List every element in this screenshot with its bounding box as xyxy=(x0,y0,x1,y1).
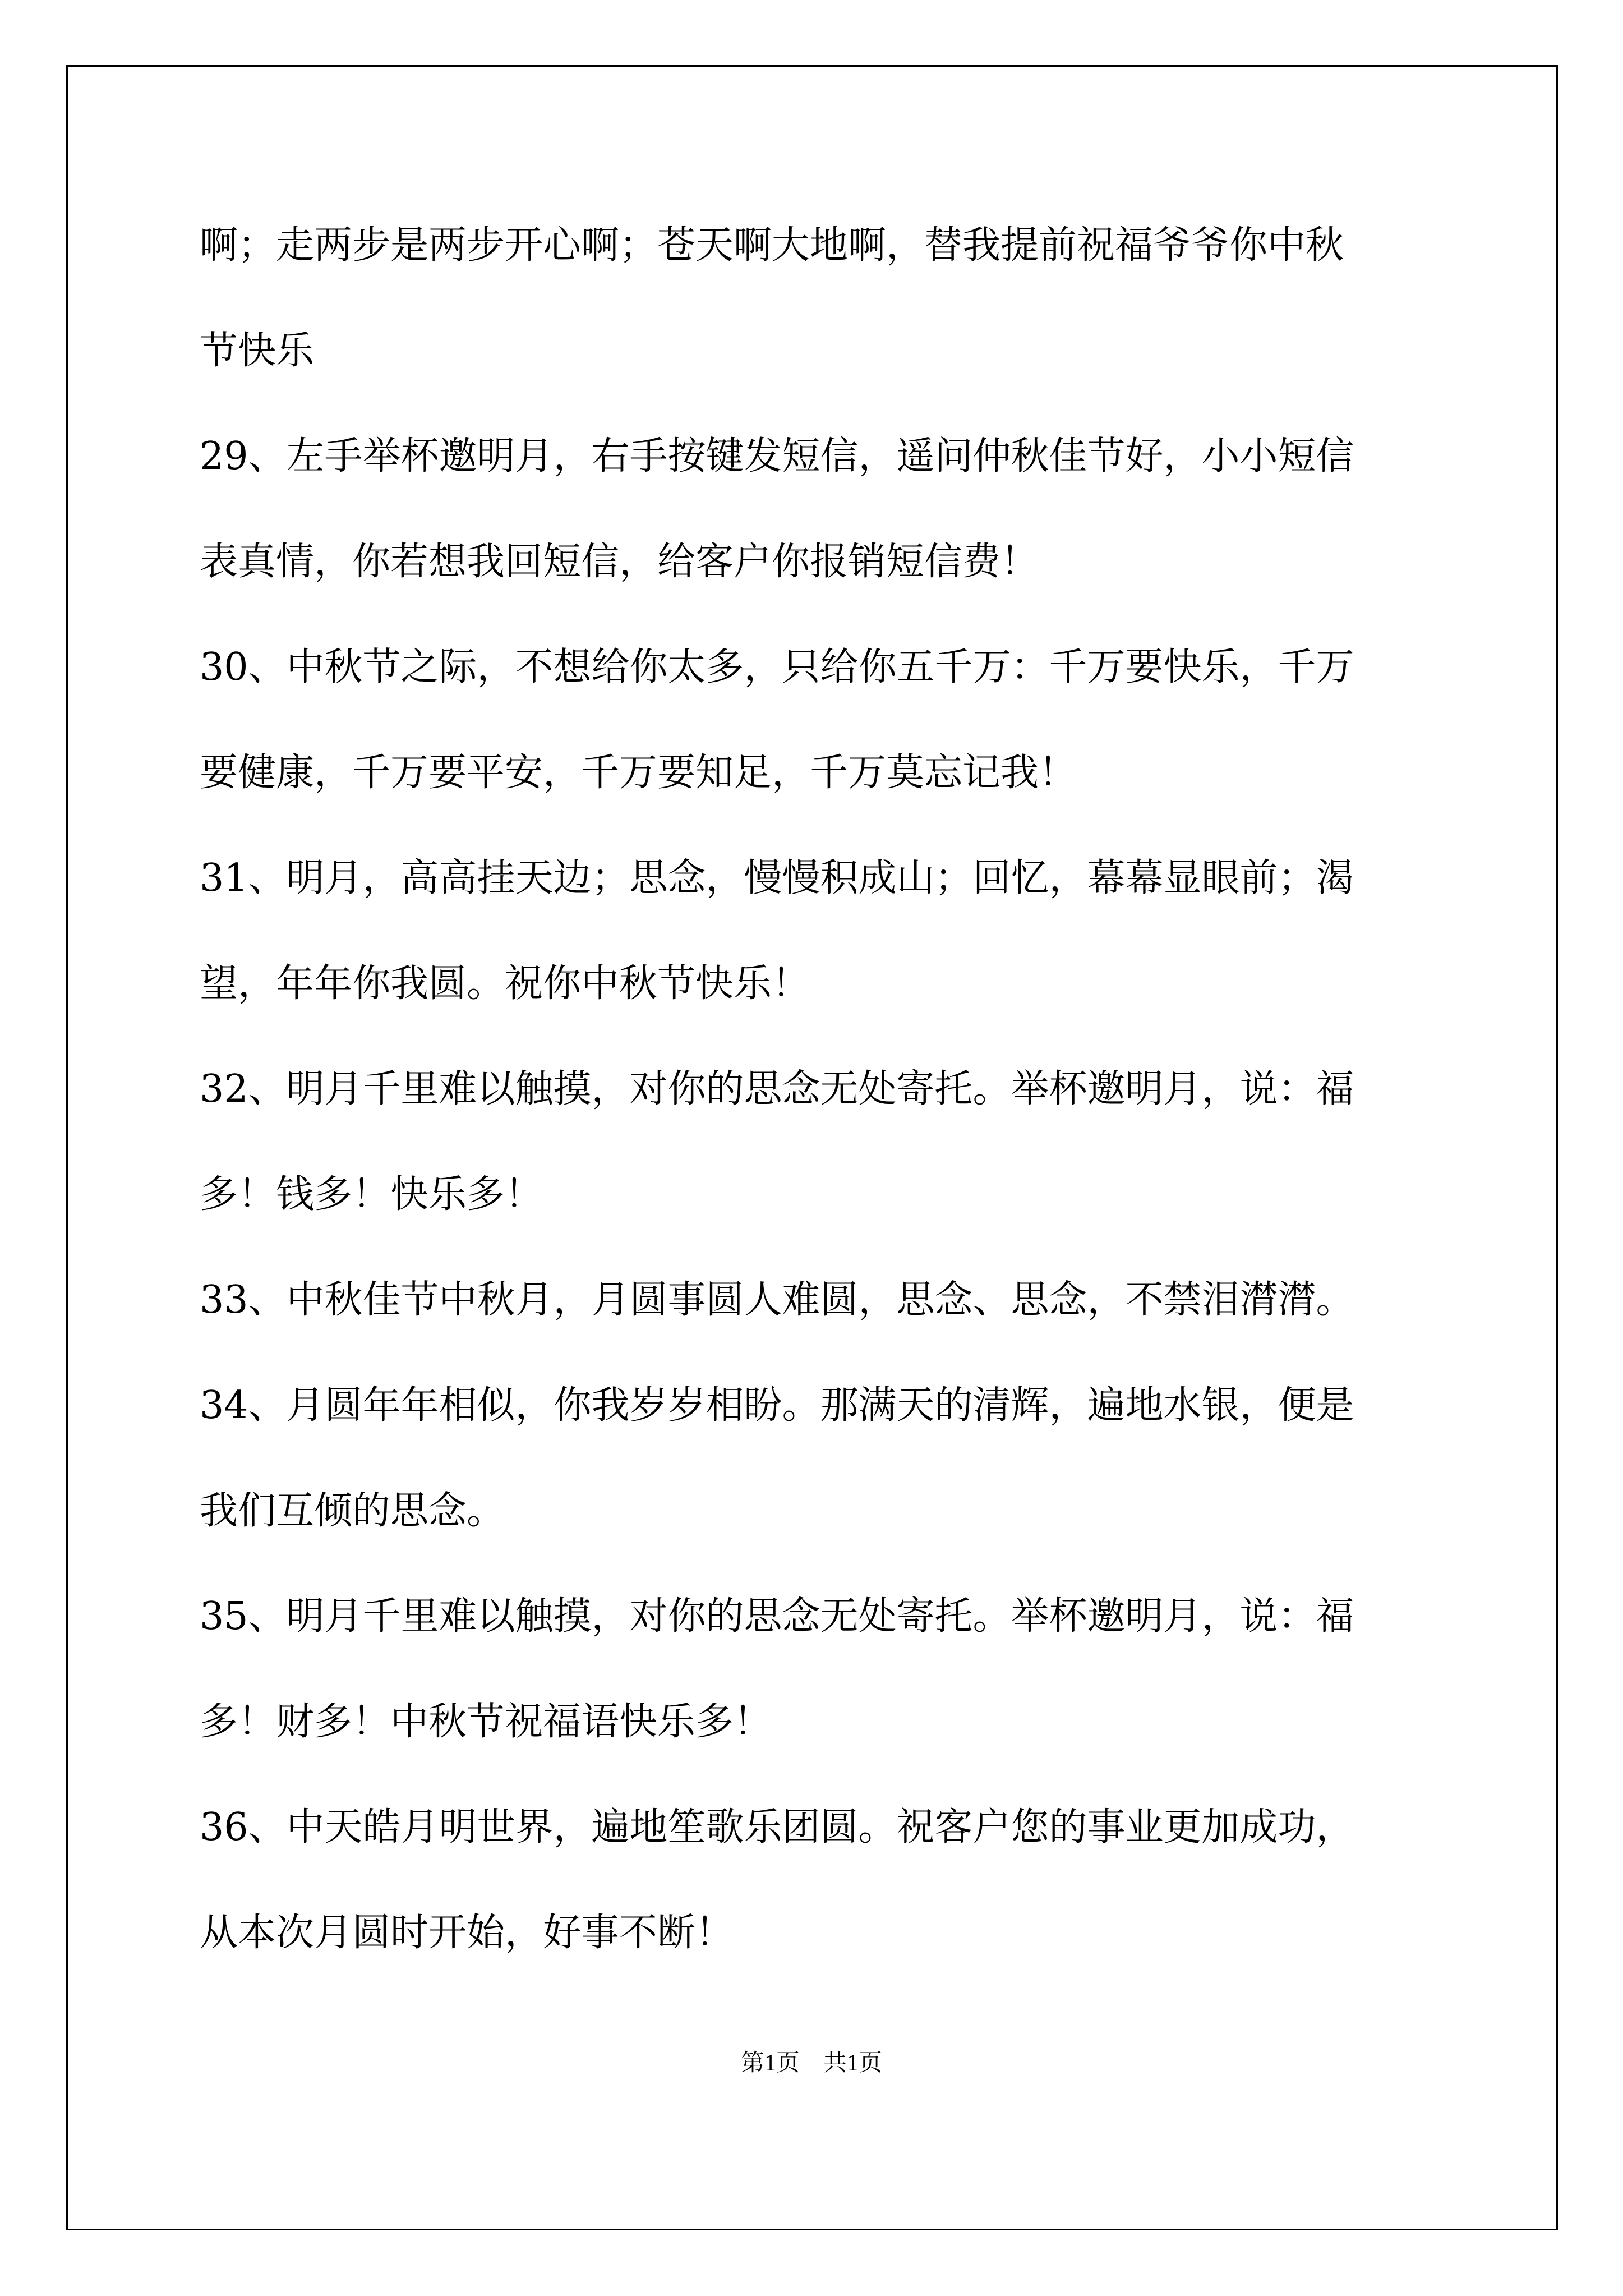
text-line: 36、中天皓月明世界，遍地笙歌乐团圆。祝客户您的事业更加成功， xyxy=(200,1805,1354,1849)
text-line: 啊；走两步是两步开心啊；苍天啊大地啊，替我提前祝福爷爷你中秋 xyxy=(200,223,1344,268)
text-line: 我们互倾的思念。 xyxy=(200,1489,505,1533)
text-line: 节快乐 xyxy=(200,329,315,373)
text-line: 多！财多！中秋节祝福语快乐多！ xyxy=(200,1700,772,1744)
text-line: 34、月圆年年相似，你我岁岁相盼。那满天的清辉，遍地水银，便是 xyxy=(200,1383,1354,1428)
page-number-footer: 第1页 共1页 xyxy=(740,2050,882,2076)
text-line: 31、明月，高高挂天边；思念，慢慢积成山；回忆，幕幕显眼前；渴 xyxy=(200,856,1354,900)
text-line: 33、中秋佳节中秋月，月圆事圆人难圆，思念、思念，不禁泪潸潸。 xyxy=(200,1278,1354,1322)
text-line: 多！钱多！快乐多！ xyxy=(200,1172,543,1217)
text-line: 表真情，你若想我回短信，给客户你报销短信费！ xyxy=(200,540,1039,584)
text-line: 32、明月千里难以触摸，对你的思念无处寄托。举杯邀明月，说：福 xyxy=(200,1067,1354,1111)
text-line: 35、明月千里难以触摸，对你的思念无处寄托。举杯邀明月，说：福 xyxy=(200,1594,1354,1639)
text-line: 从本次月圆时开始，好事不断！ xyxy=(200,1911,734,1955)
text-line: 30、中秋节之际，不想给你太多，只给你五千万：千万要快乐，千万 xyxy=(200,645,1354,689)
text-line: 望，年年你我圆。祝你中秋节快乐！ xyxy=(200,961,810,1006)
text-line: 要健康，千万要平安，千万要知足，千万莫忘记我！ xyxy=(200,751,1077,795)
text-line: 29、左手举杯邀明月，右手按键发短信，遥问仲秋佳节好，小小短信 xyxy=(200,434,1354,478)
